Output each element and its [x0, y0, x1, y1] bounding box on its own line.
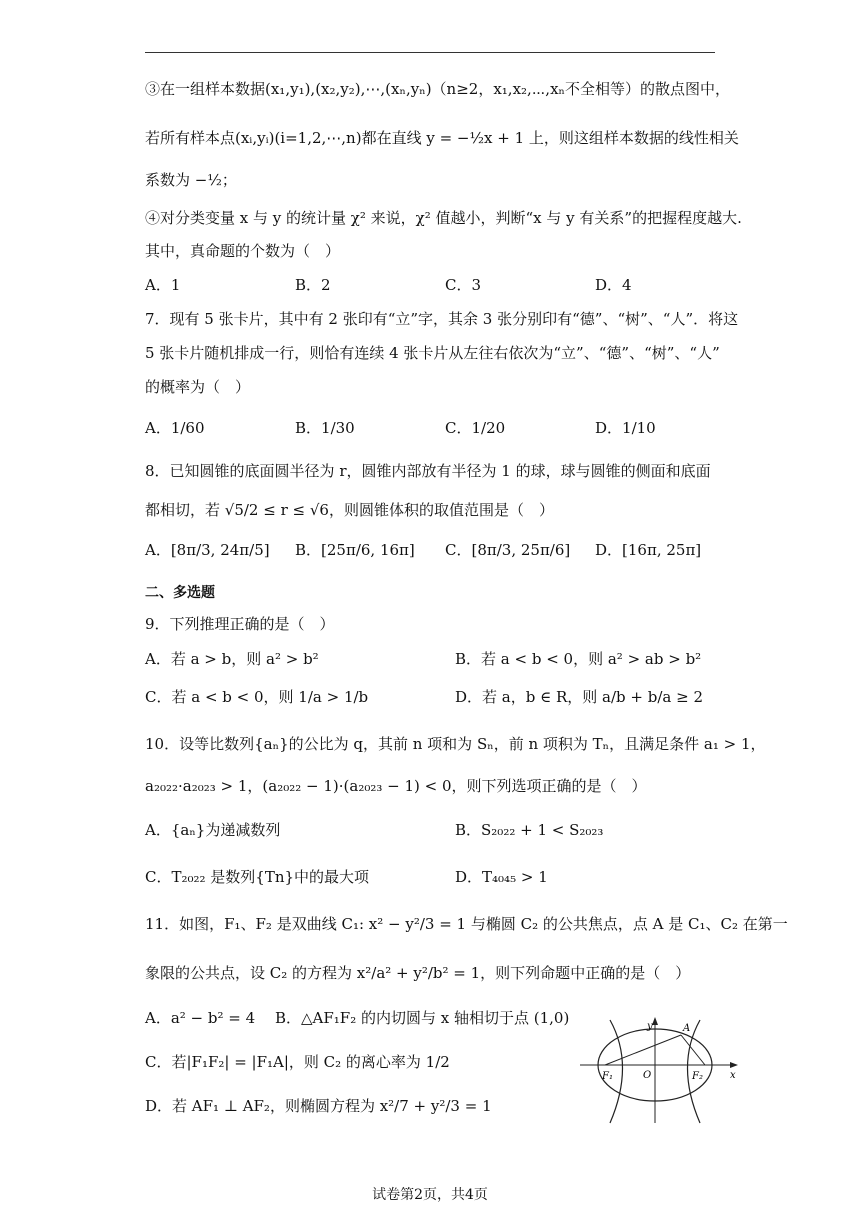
- q11-option-d: D．若 AF₁ ⊥ AF₂，则椭圆方程为 x²/7 + y²/3 = 1: [145, 1097, 492, 1115]
- q6-statement3-line2: 若所有样本点(xᵢ,yᵢ)(i=1,2,⋯,n)都在直线 y = −½x + 1 上，则这组样本数据的线性相关: [145, 129, 739, 147]
- q11-option-a: A．a² − b² = 4: [145, 1009, 256, 1027]
- q6-option-c: C．3: [445, 276, 482, 294]
- q11-stem-line2: 象限的公共点，设 C₂ 的方程为 x²/a² + y²/b² = 1，则下列命题中正确的是（ ）: [145, 964, 691, 982]
- q11-stem-line1: 11．如图，F₁、F₂ 是双曲线 C₁: x² − y²/3 = 1 与椭圆 C₂ 的公共焦点，点 A 是 C₁、C₂ 在第一: [145, 915, 788, 933]
- f2-label: F₂: [692, 1071, 703, 1082]
- ellipse-hyperbola-figure: [580, 1015, 740, 1125]
- q9-stem: 9．下列推理正确的是（ ）: [145, 615, 335, 633]
- q7-option-a: A．1/60: [145, 419, 205, 437]
- q8-option-b: B．[25π/6, 16π]: [295, 541, 415, 559]
- q9-option-b: B．若 a < b < 0，则 a² > ab > b²: [455, 650, 702, 668]
- origin-label: O: [643, 1070, 652, 1081]
- header-rule: [145, 52, 715, 53]
- q11-option-c: C．若|F₁F₂| = |F₁A|，则 C₂ 的离心率为 1/2: [145, 1053, 450, 1071]
- q6-statement4: ④对分类变量 x 与 y 的统计量 χ² 来说，χ² 值越小，判断“x 与 y 有关系”的把握程度越大.: [145, 209, 742, 227]
- q6-option-b: B．2: [295, 276, 331, 294]
- q6-option-d: D．4: [595, 276, 632, 294]
- q8-option-a: A．[8π/3, 24π/5]: [145, 541, 270, 559]
- q8-stem-line1: 8．已知圆锥的底面圆半径为 r，圆锥内部放有半径为 1 的球，球与圆锥的侧面和底面: [145, 462, 711, 480]
- segment-af1: [605, 1035, 681, 1065]
- q10-stem-line1: 10．设等比数列{aₙ}的公比为 q，其前 n 项和为 Sₙ，前 n 项积为 Tₙ，且满足条件 a₁ > 1，: [145, 735, 766, 753]
- segment-af2: [681, 1035, 705, 1065]
- page-footer: 试卷第2页，共4页: [372, 1187, 488, 1203]
- section-heading-multiple-choice: 二、多选题: [145, 585, 215, 601]
- x-axis-arrow: [730, 1062, 738, 1068]
- q8-stem-line2: 都相切，若 √5/2 ≤ r ≤ √6，则圆锥体积的取值范围是（ ）: [145, 501, 554, 519]
- q7-option-b: B．1/30: [295, 419, 355, 437]
- q10-option-c: C．T₂₀₂₂ 是数列{Tn}中的最大项: [145, 868, 370, 886]
- q7-stem-line3: 的概率为（ ）: [145, 378, 251, 396]
- q11-option-b: B．△AF₁F₂ 的内切圆与 x 轴相切于点 (1,0): [275, 1009, 570, 1027]
- y-axis-arrow: [652, 1017, 658, 1025]
- x-axis-label: x: [730, 1070, 736, 1081]
- q9-option-a: A．若 a > b，则 a² > b²: [145, 650, 319, 668]
- q9-option-d: D．若 a，b ∈ R，则 a/b + b/a ≥ 2: [455, 688, 703, 706]
- q6-statement3-line1: ③在一组样本数据(x₁,y₁),(x₂,y₂),⋯,(xₙ,yₙ)（n≥2，x₁,x₂,⋯,xₙ不全相等）的散点图中，: [145, 80, 731, 98]
- q10-option-a: A．{aₙ}为递减数列: [145, 821, 281, 839]
- y-axis-label: y: [647, 1021, 653, 1032]
- point-a-label: A: [683, 1023, 691, 1034]
- q6-question: 其中，真命题的个数为（ ）: [145, 242, 341, 260]
- q8-option-d: D．[16π, 25π]: [595, 541, 702, 559]
- q8-option-c: C．[8π/3, 25π/6]: [445, 541, 571, 559]
- q10-option-b: B．S₂₀₂₂ + 1 < S₂₀₂₃: [455, 821, 604, 839]
- q7-stem-line1: 7．现有 5 张卡片，其中有 2 张印有“立”字，其余 3 张分别印有“德”、“树”、“人”．将这: [145, 310, 739, 328]
- q6-statement3-line3: 系数为 −½；: [145, 171, 237, 189]
- q10-stem-line2: a₂₀₂₂·a₂₀₂₃ > 1，(a₂₀₂₂ − 1)·(a₂₀₂₃ − 1) < 0，则下列选项正确的是（ ）: [145, 777, 647, 795]
- q7-option-c: C．1/20: [445, 419, 506, 437]
- q6-option-a: A．1: [145, 276, 181, 294]
- q7-stem-line2: 5 张卡片随机排成一行，则恰有连续 4 张卡片从左往右依次为“立”、“德”、“树”、“人”: [145, 344, 720, 362]
- q9-option-c: C．若 a < b < 0，则 1/a > 1/b: [145, 688, 369, 706]
- q7-option-d: D．1/10: [595, 419, 656, 437]
- q10-option-d: D．T₄₀₄₅ > 1: [455, 868, 548, 886]
- f1-label: F₁: [602, 1071, 613, 1082]
